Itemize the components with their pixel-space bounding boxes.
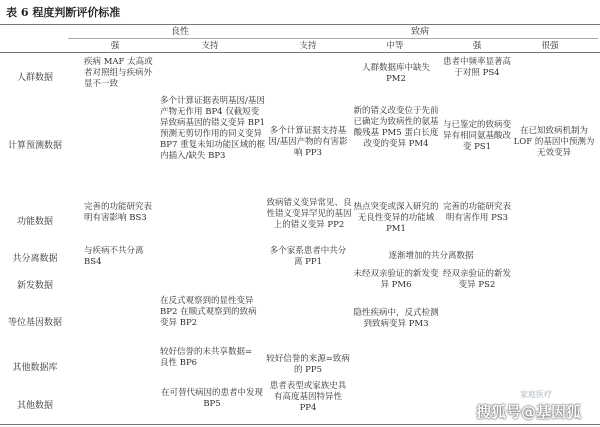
row-denovo: 新发数据 bbox=[16, 281, 53, 291]
cell-bs-population: 疾病 MAF 太高或者对照组与疾病外显不一致 bbox=[84, 57, 153, 89]
rule-header bbox=[0, 52, 600, 53]
header-path-strong: 强 bbox=[472, 41, 482, 51]
row-computational: 计算预测数据 bbox=[7, 141, 62, 151]
cell-bp-other: 在可替代病因的患者中发现 BP5 bbox=[160, 388, 263, 409]
watermark-main: 搜狐号@基因狐 bbox=[476, 403, 582, 421]
header-benign-strong: 强 bbox=[110, 41, 120, 51]
header-path-support: 支持 bbox=[299, 41, 317, 51]
watermark-small: 家庭医疗 bbox=[520, 390, 552, 399]
cell-pm-denovo: 未经双亲验证的新发变异 PM6 bbox=[353, 269, 439, 290]
header-benign-support: 支持 bbox=[201, 41, 219, 51]
cell-pp-functional: 致病错义变异常见、良性错义变异罕见的基因上的错义变异 PP2 bbox=[266, 198, 352, 230]
cell-pm-computational: 新的错义改变位于先前已确定为致病性的氨基酸残基 PM5 蛋白长度改变的变异 PM4 bbox=[353, 106, 439, 149]
cell-pm-allelic: 隐性疾病中，反式检测到致病变异 PM3 bbox=[353, 308, 439, 329]
cell-ps-functional: 完善的功能研究表明有害作用 PS3 bbox=[442, 202, 511, 223]
header-path-very-strong: 很强 bbox=[541, 41, 559, 51]
cell-pp-segregation: 多个家系患者中共分离 PP1 bbox=[269, 246, 347, 267]
cell-ps-denovo: 经双亲验证的新发变异 PS2 bbox=[442, 269, 511, 290]
cell-bp-allelic: 在反式观察到的显性变异 BP2 在顺式观察到的致病变异 BP2 bbox=[160, 296, 257, 328]
cell-ps-computational: 与已鉴定的致病变异有相同氨基酸改变 PS1 bbox=[442, 120, 511, 152]
header-path-moderate: 中等 bbox=[386, 41, 404, 51]
cell-bs-segregation: 与疾病不共分离 BS4 bbox=[84, 246, 144, 267]
cell-pm-functional: 热点突变或深入研究的无良性变异的功能域 PM1 bbox=[353, 202, 439, 234]
row-functional: 功能数据 bbox=[16, 217, 53, 227]
row-population: 人群数据 bbox=[16, 73, 53, 83]
row-allelic: 等位基因数据 bbox=[7, 318, 62, 328]
row-segregation: 共分离数据 bbox=[12, 254, 58, 264]
cell-bs-functional: 完善的功能研究表明有害影响 BS3 bbox=[84, 202, 153, 223]
cell-pp-other-db: 较好信誉的来源=致病的 PP5 bbox=[266, 354, 350, 375]
cell-bp-other-db: 较好信誉的未共享数据=良性 BP6 bbox=[160, 347, 253, 368]
cell-pvs-computational: 在已知致病机制为 LOF 的基因中预测为无效变异 bbox=[513, 126, 595, 158]
cell-pp-other: 患者表型或家族史具有高度基因特异性 PP4 bbox=[269, 381, 347, 413]
rule-top bbox=[0, 24, 600, 25]
table-title: 表 6 程度判断评价标准 bbox=[6, 6, 121, 19]
cell-ps-population: 患者中频率显著高于对照 PS4 bbox=[442, 57, 511, 78]
row-other-db: 其他数据库 bbox=[12, 363, 58, 373]
cell-segregation-trend: 逐渐增加的共分离数据 bbox=[388, 251, 474, 261]
cell-pp-computational: 多个计算证据支持基因/基因产物的有害影响 PP3 bbox=[268, 126, 348, 158]
group-benign: 良性 bbox=[170, 27, 189, 37]
rule-bottom bbox=[0, 424, 600, 425]
rule-group bbox=[68, 38, 598, 39]
cell-pm-population: 人群数据库中缺失 PM2 bbox=[361, 63, 430, 84]
cell-bp-computational: 多个计算证据表明基因/基因产物无作用 BP4 仅截短变异致病基因的错义变异 BP1 预测无剪切作用的同义变异 BP7 重复未知功能区域的框内插入/缺失 BP3 bbox=[160, 96, 266, 161]
row-other: 其他数据 bbox=[16, 401, 53, 411]
group-pathogenic: 致病 bbox=[410, 27, 429, 37]
